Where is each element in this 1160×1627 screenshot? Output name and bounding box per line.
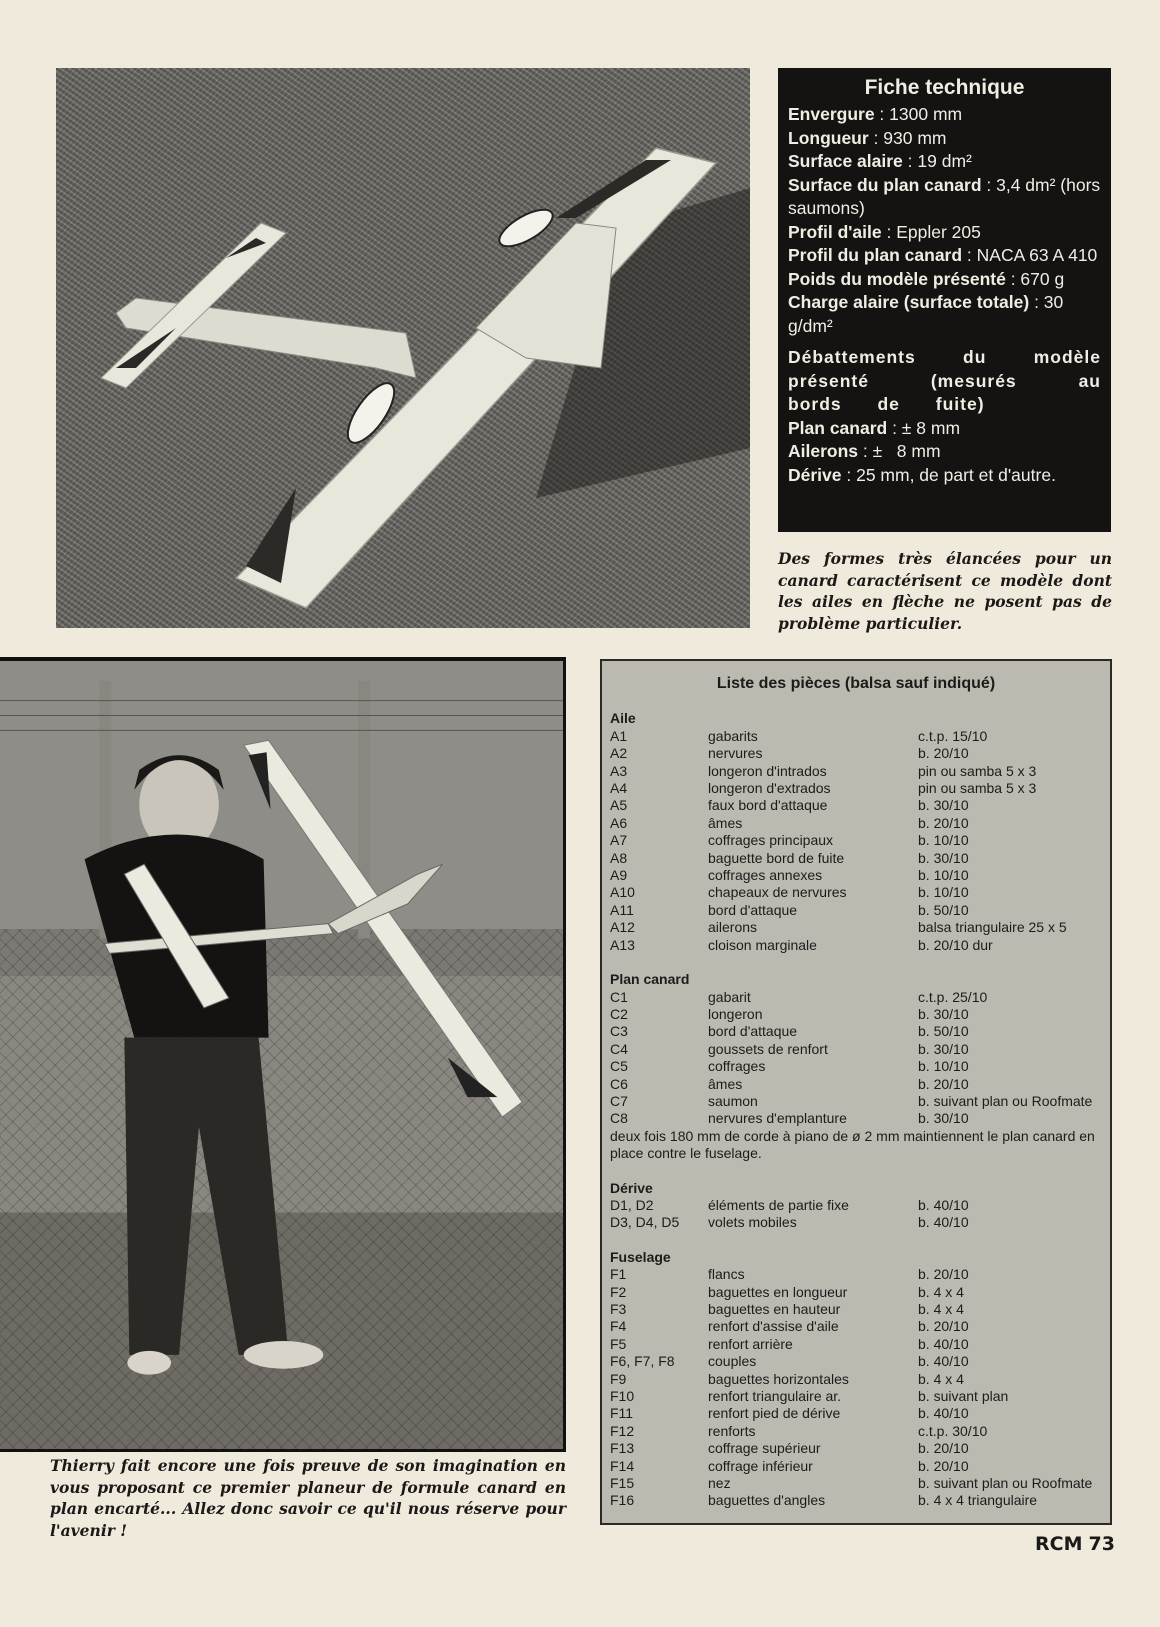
part-material: c.t.p. 15/10	[918, 727, 988, 744]
part-material: b. 40/10	[918, 1214, 969, 1231]
part-name: renforts	[708, 1422, 756, 1439]
part-ref: C5	[610, 1058, 628, 1075]
spec-row	[788, 103, 1101, 127]
part-name: âmes	[708, 814, 743, 831]
part-name: couples	[708, 1353, 757, 1370]
part-material: b. 4 x 4 triangulaire	[918, 1492, 1038, 1509]
part-name: âmes	[708, 1075, 743, 1092]
deflection-value: : 25 mm, de part et d'autre.	[841, 464, 1056, 485]
part-ref: F1	[610, 1266, 627, 1283]
parts-section-title: Dérive	[610, 1179, 653, 1196]
glider-illustration	[56, 68, 750, 628]
spec-value: : 19 dm²	[902, 151, 972, 171]
parts-section-title: Plan canard	[610, 971, 690, 988]
part-material: c.t.p. 25/10	[918, 988, 988, 1005]
deflection-label: Plan canard	[788, 417, 888, 438]
parts-row	[610, 1423, 1102, 1440]
page-footer	[1035, 1533, 1115, 1555]
spec-row	[788, 150, 1101, 174]
parts-row	[610, 832, 1102, 849]
spec-label: Surface alaire	[788, 151, 903, 171]
part-ref: C2	[610, 1005, 628, 1022]
part-ref: D1, D2	[610, 1196, 654, 1213]
parts-row	[610, 1458, 1102, 1475]
part-material: b. 20/10	[918, 1457, 969, 1474]
parts-row	[610, 1076, 1102, 1093]
part-ref: A8	[610, 849, 628, 866]
parts-row	[610, 1006, 1102, 1023]
part-name: gabarit	[708, 988, 751, 1005]
spec-value: : 930 mm	[868, 127, 947, 148]
part-material: pin ou samba 5 x 3	[918, 780, 1037, 797]
parts-row	[610, 1058, 1102, 1075]
part-name: renfort d'assise d'aile	[708, 1318, 839, 1335]
part-name: gabarits	[708, 727, 758, 744]
spec-value: : Eppler 205	[881, 221, 981, 242]
spec-value: : 3,4 dm² (hors saumons)	[788, 174, 1101, 218]
parts-row	[610, 1284, 1102, 1301]
part-ref: F12	[610, 1422, 635, 1439]
part-name: saumon	[708, 1092, 758, 1109]
parts-section-title: Aile	[610, 710, 636, 727]
part-ref: C8	[610, 1110, 628, 1127]
part-name: ailerons	[708, 919, 758, 936]
part-name: renfort triangulaire ar.	[708, 1388, 842, 1405]
part-ref: F5	[610, 1335, 627, 1352]
part-ref: F15	[610, 1475, 635, 1492]
part-material: c.t.p. 30/10	[918, 1422, 988, 1439]
part-name: coffrages	[708, 1058, 766, 1075]
spec-value: : 670 g	[1005, 268, 1065, 289]
part-material: b. 4 x 4	[918, 1370, 964, 1387]
part-material: b. 40/10	[918, 1353, 969, 1370]
part-ref: F13	[610, 1440, 635, 1457]
parts-row	[610, 989, 1102, 1006]
part-material: b. suivant plan	[918, 1388, 1009, 1405]
parts-list-title: Liste des pièces (balsa sauf indiqué)	[716, 675, 996, 692]
parts-row	[610, 850, 1102, 867]
part-name: coffrage inférieur	[708, 1457, 813, 1474]
part-material: b. suivant plan ou Roofmate	[918, 1475, 1093, 1492]
part-material: b. 20/10	[918, 1266, 969, 1283]
parts-row	[610, 1023, 1102, 1040]
part-name: bord d'attaque	[708, 1023, 798, 1040]
part-ref: A1	[610, 727, 628, 744]
spec-value: : 30 g/dm²	[788, 292, 1064, 336]
part-material: b. 20/10	[918, 1440, 969, 1457]
deflection-value: : ± 8 mm	[887, 417, 961, 438]
part-material: b. 10/10	[918, 832, 969, 849]
parts-row	[610, 919, 1102, 936]
parts-row	[610, 815, 1102, 832]
parts-row	[610, 745, 1102, 762]
part-ref: F6, F7, F8	[610, 1353, 675, 1370]
part-ref: A6	[610, 814, 628, 831]
parts-row	[610, 1492, 1102, 1509]
part-material: b. 10/10	[918, 1058, 969, 1075]
part-ref: F9	[610, 1370, 627, 1387]
part-ref: D3, D4, D5	[610, 1214, 680, 1231]
part-ref: A10	[610, 884, 635, 901]
part-material: b. 4 x 4	[918, 1301, 964, 1317]
part-material: b. 30/10	[918, 1005, 969, 1022]
parts-row	[610, 1336, 1102, 1353]
part-name: longeron	[708, 1005, 763, 1022]
part-material: b. 20/10	[918, 1318, 969, 1335]
parts-list-box	[600, 659, 1112, 1525]
deflections-list	[788, 417, 1101, 488]
part-ref: A9	[610, 867, 628, 884]
parts-row	[610, 1318, 1102, 1335]
part-ref: F14	[610, 1457, 635, 1474]
parts-row	[610, 728, 1102, 745]
part-material: b. 30/10	[918, 797, 969, 814]
part-material: b. suivant plan ou Roofmate	[918, 1092, 1093, 1109]
part-material: b. 50/10	[918, 901, 969, 918]
part-material: b. 4 x 4	[918, 1283, 964, 1300]
part-name: goussets de renfort	[708, 1040, 828, 1057]
spec-row	[788, 244, 1101, 268]
parts-row	[610, 1266, 1102, 1283]
deflection-row	[788, 464, 1101, 488]
part-ref: A11	[610, 901, 634, 918]
part-name: coffrage supérieur	[708, 1440, 821, 1457]
spec-label: Profil du plan canard	[788, 245, 963, 265]
part-material: b. 20/10	[918, 1075, 969, 1092]
part-material: b. 20/10 dur	[918, 936, 993, 953]
spec-row	[788, 268, 1101, 292]
photo-glider-on-grass	[56, 68, 750, 628]
parts-row	[610, 1405, 1102, 1422]
deflection-label: Dérive	[788, 464, 842, 485]
parts-section-title: Fuselage	[610, 1248, 671, 1265]
part-material: b. 50/10	[918, 1023, 969, 1040]
part-material: b. 40/10	[918, 1196, 969, 1213]
parts-row	[610, 884, 1102, 901]
part-name: coffrages principaux	[708, 832, 834, 849]
part-material: pin ou samba 5 x 3	[918, 762, 1037, 779]
part-ref: C7	[610, 1092, 628, 1109]
part-name: renfort arrière	[708, 1335, 793, 1352]
parts-row	[610, 1041, 1102, 1058]
part-ref: F2	[610, 1283, 627, 1300]
part-ref: C4	[610, 1040, 628, 1057]
caption-bottom-photo: Thierry fait encore une fois preuve de son imagination en vous proposant ce premier planeur de formule canard en plan encarté... Allez donc savoir ce qu'il nous réserve pour l'avenir !	[50, 1456, 566, 1540]
part-name: baguettes en longueur	[708, 1283, 848, 1300]
parts-row	[610, 1197, 1102, 1214]
technical-sheet-title: Fiche technique	[864, 76, 1025, 99]
parts-row	[610, 1440, 1102, 1457]
part-name: faux bord d'attaque	[708, 797, 828, 814]
part-ref: C3	[610, 1023, 628, 1040]
part-name: nervures d'emplanture	[708, 1110, 847, 1127]
part-name: baguettes horizontales	[708, 1370, 849, 1387]
part-name: nervures	[708, 745, 763, 762]
part-ref: F11	[610, 1405, 634, 1422]
parts-row	[610, 902, 1102, 919]
part-ref: F16	[610, 1492, 635, 1509]
technical-sheet-box	[778, 68, 1111, 532]
parts-row	[610, 1093, 1102, 1110]
part-material: balsa triangulaire 25 x 5	[918, 919, 1067, 936]
part-material: b. 30/10	[918, 1110, 969, 1127]
part-name: flancs	[708, 1266, 745, 1283]
man-glider-illustration	[0, 661, 563, 1449]
deflection-label: Ailerons	[788, 441, 859, 461]
technical-sheet-specs	[788, 103, 1101, 338]
parts-list-body	[610, 710, 1102, 1509]
part-ref: A3	[610, 762, 628, 779]
photo-man-holding-glider	[0, 657, 566, 1452]
part-material: b. 40/10	[918, 1335, 969, 1352]
parts-row	[610, 797, 1102, 814]
part-name: nez	[708, 1475, 731, 1492]
parts-row	[610, 1301, 1102, 1318]
part-material: b. 10/10	[918, 867, 969, 884]
deflections-title: Débattements du modèle présenté (mesurés au bords de fuite)	[788, 347, 1101, 414]
caption-top-photo: Des formes très élancées pour un canard caractérisent ce modèle dont les ailes en flèche ne posent pas de problème particulier.	[778, 549, 1112, 633]
part-material: b. 10/10	[918, 884, 969, 901]
parts-row	[610, 1353, 1102, 1370]
part-name: longeron d'extrados	[708, 780, 831, 797]
parts-row	[610, 763, 1102, 780]
deflection-row	[788, 417, 1101, 441]
spec-row	[788, 221, 1101, 245]
parts-row	[610, 1388, 1102, 1405]
spec-label: Surface du plan canard	[788, 174, 982, 195]
parts-row	[610, 780, 1102, 797]
spec-label: Envergure	[788, 104, 875, 124]
part-material: b. 30/10	[918, 849, 969, 866]
part-ref: A5	[610, 797, 628, 814]
part-material: b. 20/10	[918, 745, 969, 762]
part-material: b. 30/10	[918, 1040, 969, 1057]
part-ref: F4	[610, 1318, 627, 1335]
parts-row	[610, 867, 1102, 884]
part-ref: A13	[610, 936, 635, 953]
deflection-value: : ± 8 mm	[858, 441, 941, 461]
part-ref: F10	[610, 1388, 635, 1405]
spec-row	[788, 291, 1101, 338]
parts-row	[610, 937, 1102, 954]
part-ref: A7	[610, 832, 628, 849]
part-name: volets mobiles	[708, 1214, 797, 1231]
part-name: cloison marginale	[708, 936, 817, 953]
part-ref: A2	[610, 745, 628, 762]
spec-row	[788, 127, 1101, 151]
spec-value: : NACA 63 A 410	[962, 245, 1098, 265]
deflection-row	[788, 440, 1101, 464]
part-name: longeron d'intrados	[708, 762, 827, 779]
spec-value: : 1300 mm	[874, 104, 963, 124]
spec-label: Charge alaire (surface totale)	[788, 292, 1030, 312]
part-name: baguettes en hauteur	[708, 1301, 841, 1317]
parts-row	[610, 1371, 1102, 1388]
part-ref: C6	[610, 1075, 628, 1092]
part-name: éléments de partie fixe	[708, 1196, 849, 1213]
part-name: baguette bord de fuite	[708, 849, 845, 866]
part-ref: C1	[610, 988, 628, 1005]
part-name: bord d'attaque	[708, 901, 798, 918]
part-material: b. 40/10	[918, 1405, 969, 1422]
parts-row	[610, 1214, 1102, 1231]
part-name: coffrages annexes	[708, 867, 823, 884]
parts-row	[610, 1110, 1102, 1127]
spec-row	[788, 174, 1101, 221]
part-name: baguettes d'angles	[708, 1492, 826, 1509]
part-ref: A4	[610, 780, 628, 797]
part-name: renfort pied de dérive	[708, 1405, 841, 1422]
spec-label: Profil d'aile	[788, 221, 882, 242]
part-ref: F3	[610, 1301, 627, 1317]
page-number: 73	[1088, 1533, 1115, 1555]
parts-note: deux fois 180 mm de corde à piano de ø 2 mm maintiennent le plan canard en place contre le fuselage.	[610, 1127, 1095, 1162]
parts-row	[610, 1475, 1102, 1492]
part-name: chapeaux de nervures	[708, 884, 847, 901]
magazine-name: RCM	[1035, 1533, 1083, 1555]
part-ref: A12	[610, 919, 635, 936]
spec-label: Poids du modèle présenté	[788, 268, 1006, 289]
spec-label: Longueur	[788, 127, 869, 148]
part-material: b. 20/10	[918, 814, 969, 831]
